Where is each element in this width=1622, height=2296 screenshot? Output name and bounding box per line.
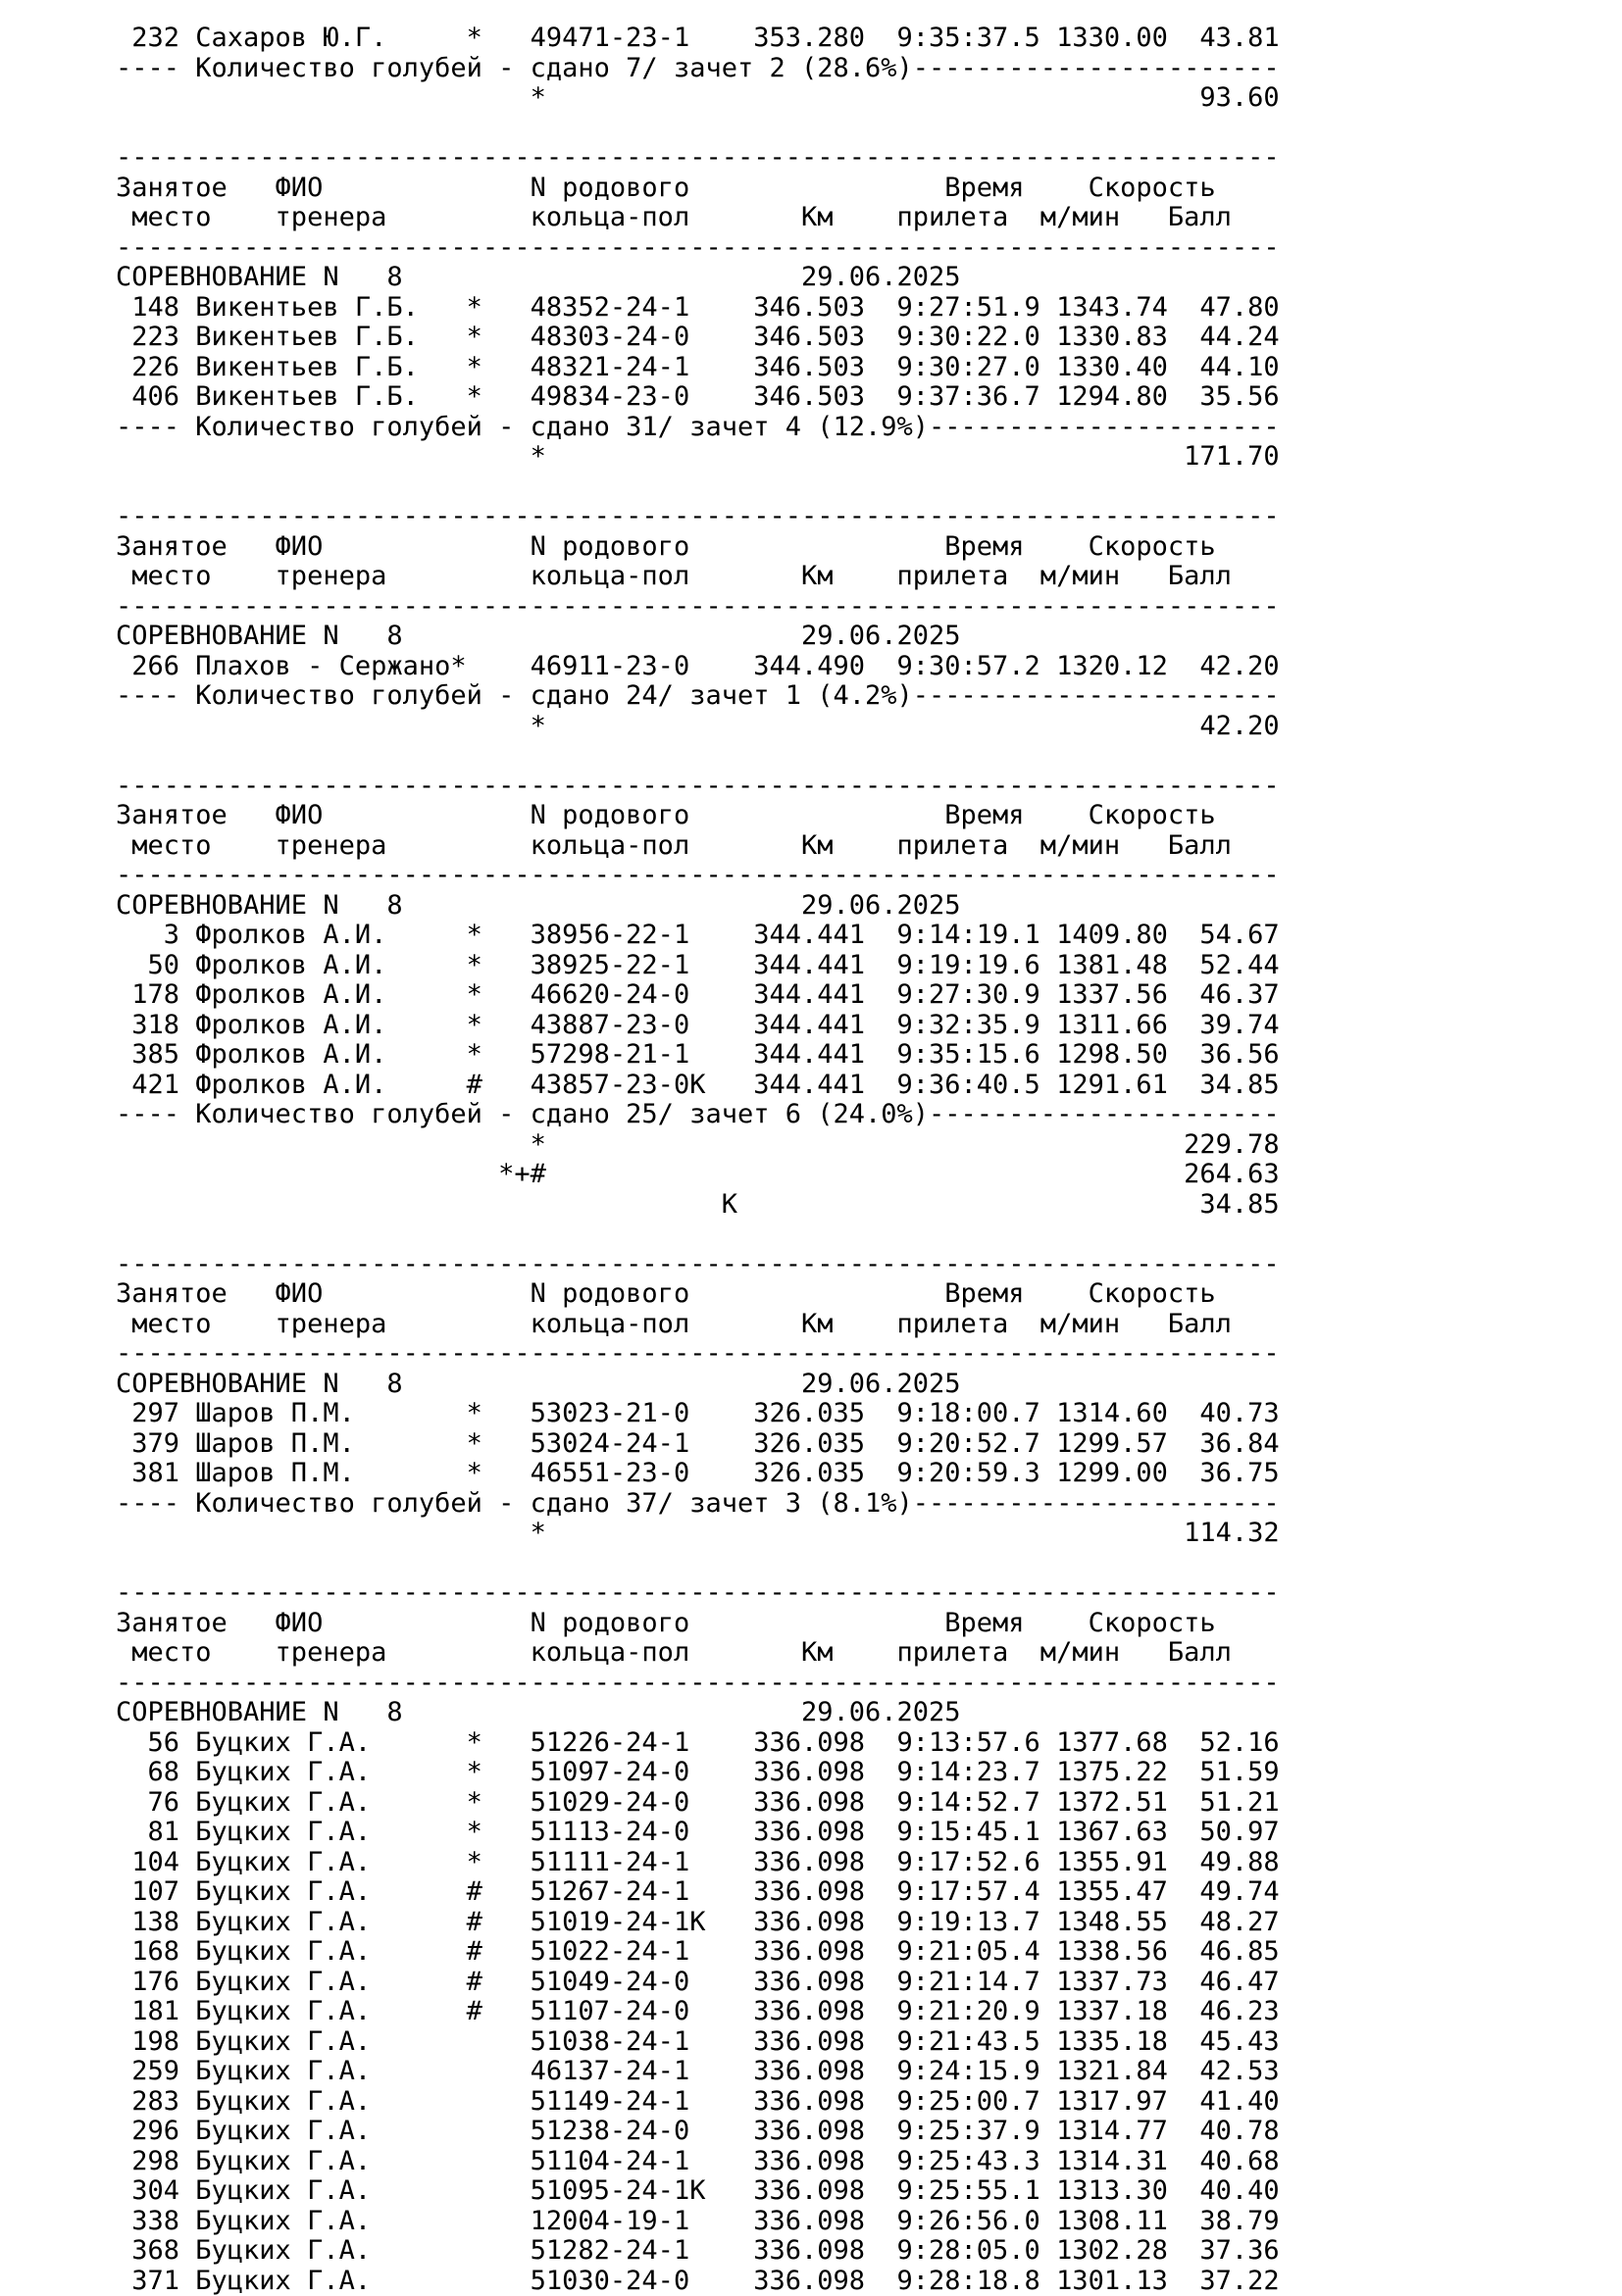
report-line: 232 Сахаров Ю.Г. * 49471-23-1 353.280 9:35:37.5 1330.00 43.81: [116, 24, 1280, 54]
report-line: ---- Количество голубей - сдано 25/ зачет 6 (24.0%)----------------------: [116, 1100, 1280, 1130]
report-line: * 42.20: [116, 712, 1280, 742]
report-line: ---- Количество голубей - сдано 7/ зачет 2 (28.6%)-----------------------: [116, 54, 1280, 84]
report-line: Занятое ФИО N родового Время Скорость: [116, 174, 1280, 204]
report-line: 104 Буцких Г.А. * 51111-24-1 336.098 9:17:52.6 1355.91 49.88: [116, 1848, 1280, 1878]
report-line: 178 Фролков А.И. * 46620-24-0 344.441 9:27:30.9 1337.56 46.37: [116, 980, 1280, 1011]
report-line: 368 Буцких Г.А. 51282-24-1 336.098 9:28:05.0 1302.28 37.36: [116, 2236, 1280, 2267]
report-line: 297 Шаров П.М. * 53023-21-0 326.035 9:18:00.7 1314.60 40.73: [116, 1399, 1280, 1429]
report-line: 226 Викентьев Г.Б. * 48321-24-1 346.503 9:30:27.0 1330.40 44.10: [116, 353, 1280, 383]
report-line: * 171.70: [116, 442, 1280, 473]
report-line: ---- Количество голубей - сдано 37/ зачет 3 (8.1%)-----------------------: [116, 1489, 1280, 1520]
report-line: 176 Буцких Г.А. # 51049-24-0 336.098 9:21:14.7 1337.73 46.47: [116, 1968, 1280, 1998]
report-line: 371 Буцких Г.А. 51030-24-0 336.098 9:28:18.8 1301.13 37.22: [116, 2267, 1280, 2296]
report-line: 198 Буцких Г.А. 51038-24-1 336.098 9:21:43.5 1335.18 45.43: [116, 2027, 1280, 2058]
report-line: -------------------------------------------------------------------------: [116, 772, 1280, 802]
report-line: 138 Буцких Г.А. # 51019-24-1К 336.098 9:19:13.7 1348.55 48.27: [116, 1908, 1280, 1938]
report-line: 338 Буцких Г.А. 12004-19-1 336.098 9:26:56.0 1308.11 38.79: [116, 2207, 1280, 2237]
report-line: * 114.32: [116, 1519, 1280, 1549]
report-line: -------------------------------------------------------------------------: [116, 1339, 1280, 1370]
report-line: 385 Фролков А.И. * 57298-21-1 344.441 9:35:15.6 1298.50 36.56: [116, 1040, 1280, 1071]
report-line: 379 Шаров П.М. * 53024-24-1 326.035 9:20:52.7 1299.57 36.84: [116, 1429, 1280, 1460]
report-line: СОРЕВНОВАНИЕ N 8 29.06.2025: [116, 891, 1280, 922]
report-line: 148 Викентьев Г.Б. * 48352-24-1 346.503 9:27:51.9 1343.74 47.80: [116, 293, 1280, 324]
report-line: -------------------------------------------------------------------------: [116, 1669, 1280, 1699]
blank-line: [116, 473, 1280, 503]
report-line: Занятое ФИО N родового Время Скорость: [116, 532, 1280, 563]
report-line: ---- Количество голубей - сдано 31/ зачет 4 (12.9%)----------------------: [116, 413, 1280, 443]
report-line: 283 Буцких Г.А. 51149-24-1 336.098 9:25:00.7 1317.97 41.40: [116, 2087, 1280, 2118]
report-line: 296 Буцких Г.А. 51238-24-0 336.098 9:25:37.9 1314.77 40.78: [116, 2117, 1280, 2147]
report-line: Занятое ФИО N родового Время Скорость: [116, 1609, 1280, 1639]
report-line: 298 Буцких Г.А. 51104-24-1 336.098 9:25:43.3 1314.31 40.68: [116, 2147, 1280, 2177]
report-line: СОРЕВНОВАНИЕ N 8 29.06.2025: [116, 1698, 1280, 1728]
report-line: место тренера кольца-пол Км прилета м/мин Балл: [116, 203, 1280, 233]
blank-line: [116, 1220, 1280, 1250]
report-line: 81 Буцких Г.А. * 51113-24-0 336.098 9:15:45.1 1367.63 50.97: [116, 1818, 1280, 1848]
report-line: Занятое ФИО N родового Время Скорость: [116, 1279, 1280, 1310]
report-line: 421 Фролков А.И. # 43857-23-0К 344.441 9:36:40.5 1291.61 34.85: [116, 1071, 1280, 1101]
report-line: К 34.85: [116, 1190, 1280, 1221]
blank-line: [116, 741, 1280, 772]
report-line: СОРЕВНОВАНИЕ N 8 29.06.2025: [116, 1370, 1280, 1400]
report-line: -------------------------------------------------------------------------: [116, 861, 1280, 891]
report-line: 3 Фролков А.И. * 38956-22-1 344.441 9:14:19.1 1409.80 54.67: [116, 921, 1280, 951]
report-line: 304 Буцких Г.А. 51095-24-1К 336.098 9:25:55.1 1313.30 40.40: [116, 2176, 1280, 2207]
report-line: 107 Буцких Г.А. # 51267-24-1 336.098 9:17:57.4 1355.47 49.74: [116, 1877, 1280, 1908]
pigeon-race-results-report: [116, 24, 1280, 2296]
report-line: -------------------------------------------------------------------------: [116, 1578, 1280, 1609]
report-line: -------------------------------------------------------------------------: [116, 592, 1280, 623]
report-line: 266 Плахов - Сержано* 46911-23-0 344.490 9:30:57.2 1320.12 42.20: [116, 652, 1280, 682]
report-line: место тренера кольца-пол Км прилета м/мин Балл: [116, 1638, 1280, 1669]
blank-line: [116, 1549, 1280, 1579]
report-line: место тренера кольца-пол Км прилета м/мин Балл: [116, 1310, 1280, 1340]
report-line: 181 Буцких Г.А. # 51107-24-0 336.098 9:21:20.9 1337.18 46.23: [116, 1997, 1280, 2027]
report-line: 56 Буцких Г.А. * 51226-24-1 336.098 9:13:57.6 1377.68 52.16: [116, 1728, 1280, 1759]
report-line: * 93.60: [116, 83, 1280, 114]
report-line: место тренера кольца-пол Км прилета м/мин Балл: [116, 831, 1280, 862]
report-line: 223 Викентьев Г.Б. * 48303-24-0 346.503 9:30:22.0 1330.83 44.24: [116, 323, 1280, 353]
report-line: 168 Буцких Г.А. # 51022-24-1 336.098 9:21:05.4 1338.56 46.85: [116, 1937, 1280, 1968]
report-line: 50 Фролков А.И. * 38925-22-1 344.441 9:19:19.6 1381.48 52.44: [116, 951, 1280, 981]
report-line: -------------------------------------------------------------------------: [116, 502, 1280, 532]
report-line: * 229.78: [116, 1130, 1280, 1161]
report-line: *+# 264.63: [116, 1160, 1280, 1190]
report-line: 381 Шаров П.М. * 46551-23-0 326.035 9:20:59.3 1299.00 36.75: [116, 1459, 1280, 1489]
report-line: ---- Количество голубей - сдано 24/ зачет 1 (4.2%)-----------------------: [116, 681, 1280, 712]
report-line: 259 Буцких Г.А. 46137-24-1 336.098 9:24:15.9 1321.84 42.53: [116, 2057, 1280, 2087]
report-line: 76 Буцких Г.А. * 51029-24-0 336.098 9:14:52.7 1372.51 51.21: [116, 1788, 1280, 1819]
report-line: место тренера кольца-пол Км прилета м/мин Балл: [116, 562, 1280, 592]
report-line: Занятое ФИО N родового Время Скорость: [116, 801, 1280, 831]
report-line: 406 Викентьев Г.Б. * 49834-23-0 346.503 9:37:36.7 1294.80 35.56: [116, 382, 1280, 413]
report-line: -------------------------------------------------------------------------: [116, 1250, 1280, 1280]
report-line: -------------------------------------------------------------------------: [116, 233, 1280, 264]
report-line: СОРЕВНОВАНИЕ N 8 29.06.2025: [116, 622, 1280, 652]
report-line: 318 Фролков А.И. * 43887-23-0 344.441 9:32:35.9 1311.66 39.74: [116, 1011, 1280, 1041]
report-line: 68 Буцких Г.А. * 51097-24-0 336.098 9:14:23.7 1375.22 51.59: [116, 1758, 1280, 1788]
report-line: СОРЕВНОВАНИЕ N 8 29.06.2025: [116, 263, 1280, 293]
blank-line: [116, 114, 1280, 144]
report-line: -------------------------------------------------------------------------: [116, 143, 1280, 174]
